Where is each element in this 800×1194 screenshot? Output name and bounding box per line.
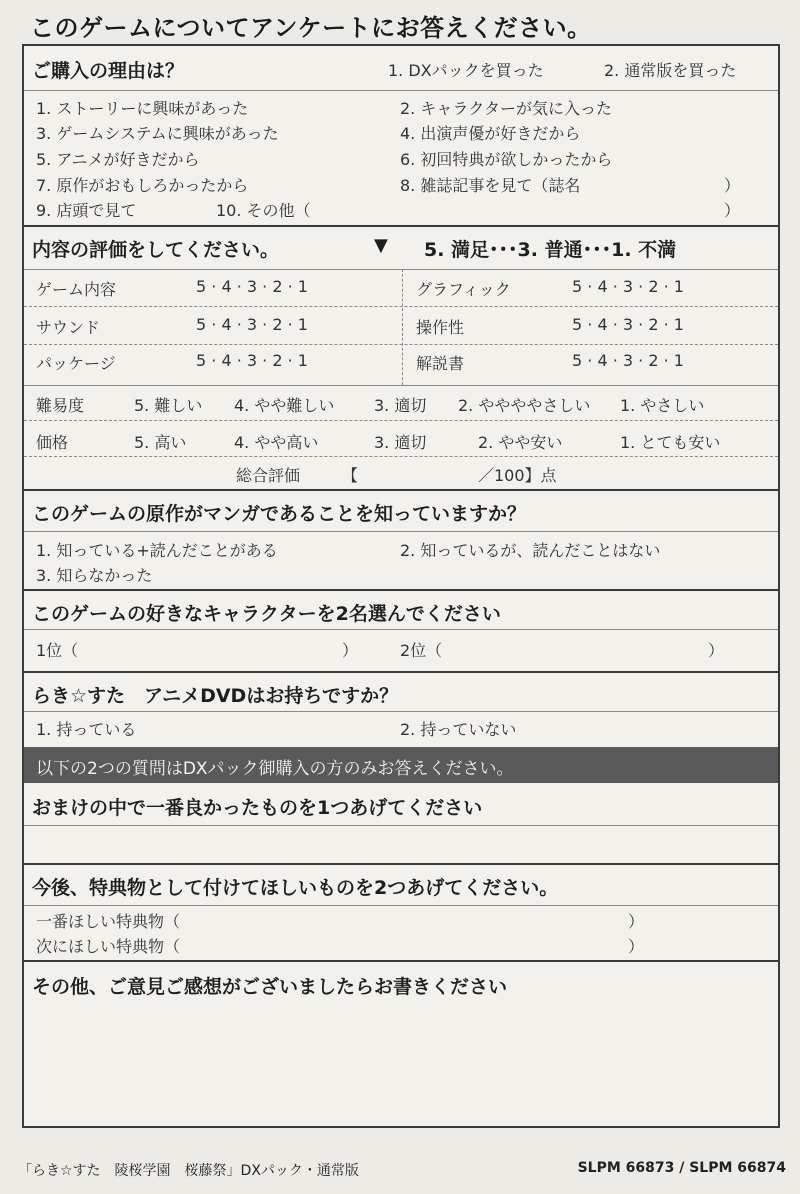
rating-label-manual: 解説書 (416, 354, 465, 373)
desired-bonus-1-close: ） (628, 912, 645, 931)
q6-heading: おまけの中で一番良かったものを1つあげてください (32, 797, 483, 819)
q1-option-regular[interactable]: 2. 通常版を買った (604, 61, 737, 80)
price-option-1[interactable]: 1. とても安い (620, 433, 721, 452)
q1-reason-10[interactable]: 10. その他（ (216, 201, 311, 220)
q1-purchase-reason (24, 46, 778, 220)
price-option-5[interactable]: 5. 高い (134, 433, 187, 452)
q2-heading: 内容の評価をしてください。 (32, 239, 280, 261)
q1-reason-8[interactable]: 8. 雑誌記事を見て（誌名 (400, 176, 581, 195)
down-arrow-icon: ▼ (374, 235, 388, 256)
price-option-2[interactable]: 2. やや安い (478, 433, 563, 452)
favorite-2nd-label[interactable]: 2位（ (400, 641, 443, 660)
difficulty-label: 難易度 (36, 396, 85, 415)
dx-only-banner (24, 747, 778, 783)
rating-scale-package[interactable]: 5 · 4 · 3 · 2 · 1 (196, 351, 308, 370)
total-score-field[interactable] (364, 463, 474, 481)
q3-heading: このゲームの原作がマンガであることを知っていますか？ (32, 503, 527, 525)
q1-reason-7[interactable]: 7. 原作がおもしろかったから (36, 176, 249, 195)
rating-scale-controls[interactable]: 5 · 4 · 3 · 2 · 1 (572, 315, 684, 334)
q1-reason-1[interactable]: 1. ストーリーに興味があった (36, 99, 249, 118)
footer-product-codes: SLPM 66873 / SLPM 66874 (577, 1160, 786, 1176)
q2-content-rating (24, 227, 778, 487)
rating-label-controls: 操作性 (416, 318, 465, 337)
q1-close-paren-10: ） (724, 201, 741, 220)
q8-comments (24, 962, 778, 1126)
q1-reason-3[interactable]: 3. ゲームシステムに興味があった (36, 124, 279, 143)
rating-scale-graphics[interactable]: 5 · 4 · 3 · 2 · 1 (572, 277, 684, 296)
rating-label-graphics: グラフィック (416, 280, 511, 299)
q1-close-paren-8: ） (724, 176, 741, 195)
q4-heading: このゲームの好きなキャラクターを2名選んでください (32, 603, 501, 625)
q1-reason-5[interactable]: 5. アニメが好きだから (36, 150, 200, 169)
total-score-open-bracket: 【 (342, 466, 359, 485)
price-label: 価格 (36, 433, 69, 452)
q1-reason-6[interactable]: 6. 初回特典が欲しかったから (400, 150, 613, 169)
q1-reason-4[interactable]: 4. 出演声優が好きだから (400, 124, 581, 143)
page-title: このゲームについてアンケートにお答えください。 (30, 14, 592, 42)
price-option-3[interactable]: 3. 適切 (374, 433, 427, 452)
difficulty-option-4[interactable]: 4. やや難しい (234, 396, 335, 415)
q5-option-1[interactable]: 1. 持っている (36, 720, 137, 739)
q1-heading: ご購入の理由は？ (32, 60, 185, 82)
q3-option-2[interactable]: 2. 知っているが、読んだことはない (400, 541, 661, 560)
rating-scale-sound[interactable]: 5 · 4 · 3 · 2 · 1 (196, 315, 308, 334)
q8-comment-area[interactable] (24, 1006, 778, 1124)
q6-best-bonus (24, 783, 778, 863)
q1-option-dx-pack[interactable]: 1. DXパックを買った (388, 61, 544, 80)
difficulty-option-3[interactable]: 3. 適切 (374, 396, 427, 415)
q6-answer-area[interactable] (24, 827, 778, 861)
difficulty-option-2[interactable]: 2. ややややさしい (458, 396, 591, 415)
q3-original-manga (24, 491, 778, 587)
price-option-4[interactable]: 4. やや高い (234, 433, 319, 452)
q7-heading: 今後、特典物として付けてほしいものを2つあげてください。 (32, 877, 559, 899)
dx-only-banner-text: 以下の2つの質問はDXパック御購入の方のみお答えください。 (36, 759, 514, 779)
desired-bonus-2-close: ） (628, 937, 645, 956)
favorite-2nd-close: ） (708, 641, 725, 660)
q8-heading: その他、ご意見ご感想がございましたらお書きください (32, 976, 508, 998)
difficulty-option-1[interactable]: 1. やさしい (620, 396, 705, 415)
survey-form (22, 44, 780, 1128)
q2-scale-legend: 5. 満足･･･3. 普通･･･1. 不満 (424, 239, 677, 261)
q4-favorite-characters (24, 591, 778, 671)
rating-scale-manual[interactable]: 5 · 4 · 3 · 2 · 1 (572, 351, 684, 370)
q3-option-3[interactable]: 3. 知らなかった (36, 566, 153, 585)
q1-reason-2[interactable]: 2. キャラクターが気に入った (400, 99, 613, 118)
rating-scale-game-content[interactable]: 5 · 4 · 3 · 2 · 1 (196, 277, 308, 296)
total-score-close: ／100】点 (478, 466, 557, 485)
rating-label-package: パッケージ (36, 354, 116, 373)
footer-product-title: 「らき☆すた 陵桜学園 桜藤祭」DXパック・通常版 (18, 1163, 359, 1179)
rating-label-sound: サウンド (36, 318, 101, 337)
desired-bonus-2-label[interactable]: 次にほしい特典物（ (36, 937, 181, 956)
q7-desired-bonus (24, 865, 778, 961)
q3-option-1[interactable]: 1. 知っている+読んだことがある (36, 541, 278, 560)
total-score-label: 総合評価 (236, 466, 301, 485)
rating-label-game-content: ゲーム内容 (36, 280, 117, 299)
desired-bonus-1-label[interactable]: 一番ほしい特典物（ (36, 912, 181, 931)
difficulty-option-5[interactable]: 5. 難しい (134, 396, 203, 415)
q1-reason-9[interactable]: 9. 店頭で見て (36, 201, 137, 220)
q5-heading: らき☆すた アニメDVDはお持ちですか？ (32, 685, 399, 707)
favorite-1st-label[interactable]: 1位（ (36, 641, 79, 660)
q5-anime-dvd (24, 673, 778, 747)
favorite-1st-close: ） (342, 641, 359, 660)
q5-option-2[interactable]: 2. 持っていない (400, 720, 517, 739)
